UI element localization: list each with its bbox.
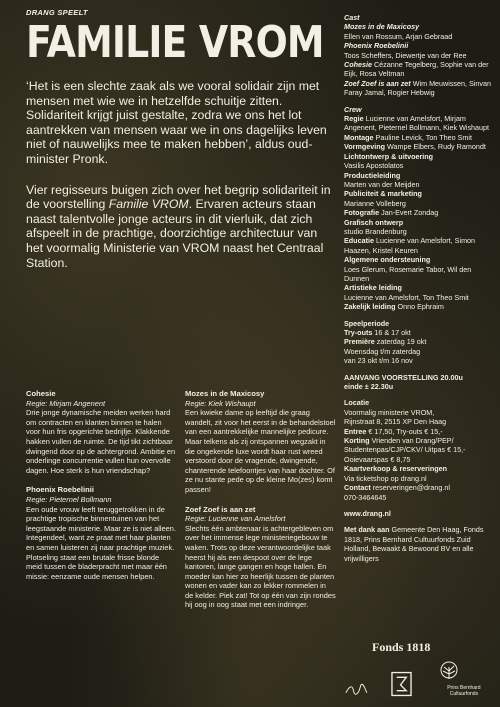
cast-role: Mozes in de Maxicosy (344, 22, 420, 32)
cast-heading: Cast (344, 13, 360, 22)
cast-role: Phoenix Roebelinii (344, 41, 409, 51)
cast-entry (344, 60, 494, 79)
crew-role: Montage (344, 132, 374, 142)
segment-regie-zoef: Regie: Lucienne van Amelsfort (185, 514, 286, 524)
crew-entry (344, 302, 494, 311)
contact-line (344, 483, 494, 492)
website-link[interactable]: www.drang.nl (344, 508, 391, 518)
phone-number: 070-3464645 (344, 492, 387, 502)
kaartverkoop-heading: Kaartverkoop & reserveringen (344, 464, 448, 474)
aanvang-time: 20.00u (440, 372, 463, 382)
premiere-line (344, 337, 494, 346)
tryouts-line (344, 328, 494, 337)
crew-role: Artistieke leiding (344, 283, 402, 293)
crew-entry (344, 208, 494, 217)
kicker: DRANG SPEELT (26, 8, 88, 17)
entree-prices: € 17,50, Try-outs € 15,- (368, 426, 443, 436)
einde-time: ± 22.30u (364, 382, 394, 392)
segment-column-left (26, 389, 177, 610)
dank-text: Gemeente Den Haag, Fonds 1818, Prins Bernhard Cultuurfonds Zuid Holland, Bewaakt & Bewoond BV en alle vrijwilligers (344, 525, 484, 563)
cast-names: Wim Meuwissen, Sinvan Faray Jamal, Rogier Hebwig (344, 78, 491, 98)
crew-names: Marten van der Meijden (344, 179, 420, 189)
crew-role: Zakelijk leiding (344, 302, 396, 312)
aanvang-label: AANVANG VOORSTELLING (344, 372, 439, 382)
crew-entry (344, 114, 494, 133)
contact-email[interactable]: reserveringen@drang.nl (372, 483, 450, 493)
cast-role: Cohesie (344, 60, 372, 70)
segment-title-maxicosy: Mozes in de Maxicosy (185, 389, 265, 398)
crew-names: Wampe Elbers, Rudy Ramondt (387, 142, 486, 152)
credits-column (344, 13, 494, 563)
korting-line (344, 436, 494, 464)
contact-label: Contact (344, 483, 371, 493)
intro-part-2: . Ervaren acteurs staan naast talentvolle jonge acteurs in dit vierluik, dat zich afspeelt in de prachtige, doorzichtige architectuur van het voormalig Ministerie van VROM naast het Centraal Station. (26, 197, 324, 270)
cast-names: Toos Scheffers, Diewertje van der Ree (344, 50, 467, 60)
einde-label: einde (344, 382, 363, 392)
crew-role: Lichtontwerp & uitvoering (344, 151, 434, 161)
crew-role: Fotografie (344, 208, 380, 218)
main-column (26, 8, 334, 270)
crew-names: Loes Glerum, Rosemarie Tabor, Wil den Dunnen (344, 264, 472, 283)
segment-body-maxicosy: Een kwieke dame op leeftijd die graag wandelt, zit voor het eerst in de behandelstoel van een aantrekkelijke mannelijke pedicure. Maar telkens als zij ontspannen wegzakt in die ongekende luxe wordt haar rust wreed verstoord door de vragende, dwingende, chanterende telefoontjes van haar dochter. Of ze nu stante pede op de kleine Mo(zes) komt passen! (185, 408, 336, 494)
segment-body-phoenix: Een oude vrouw leeft teruggetrokken in de prachtige tropische binnentuinen van het leegstaande ministerie. Maar ze is niet alleen. Integendeel, want ze praat met haar planten en samen luisteren zij naar prachtige muziek. Plotseling staat een brutale frisse blonde meid tussen de bladerpracht met maar één missie: eenzame oude mensen helpen. (26, 504, 176, 581)
tryouts-label: Try-outs (344, 328, 373, 337)
stork-logo-icon (391, 671, 412, 697)
crew-names: Lucienne van Amelsfort, Mirjam Angenent, Pieternel Bollmann, Kiek Wishaupt (344, 114, 490, 133)
crew-role: Publiciteit & marketing (344, 189, 422, 199)
crew-names: Pauline Levick, Ton Theo Smit (375, 132, 472, 142)
korting-label: Korting (344, 436, 370, 446)
entree-line (344, 427, 494, 436)
cast-role: Zoef Zoef is aan zet (344, 78, 411, 88)
crew-entry (344, 236, 494, 255)
segment-column-right (185, 389, 336, 610)
segment-regie-phoenix: Regie: Pieternel Bollmann (26, 494, 112, 504)
page-title: FAMILIE VROM (26, 17, 324, 68)
tryouts-dates: 16 & 17 okt (374, 328, 411, 337)
segment-regie-cohesie: Regie: Mirjam Angenent (26, 398, 106, 408)
cast-entry (344, 79, 494, 98)
speeldagen: Woensdag t/m zaterdag (344, 346, 421, 356)
aanvang-line (344, 373, 494, 382)
tree-icon (434, 661, 464, 681)
intro-paragraph (26, 183, 334, 271)
crew-role: Productieleiding (344, 170, 401, 180)
crew-role: Regie (344, 114, 364, 124)
crew-names: Vasilis Apostolatos (344, 161, 404, 171)
cast-names: Cézanne Tegelberg, Sophie van der Eijk, Rosa Veltman (344, 60, 489, 79)
segment-title-phoenix: Phoenix Roebelinii (26, 485, 94, 495)
crew-names: Onno Ephraim (397, 302, 444, 312)
premiere-date: zaterdag 19 okt (376, 337, 427, 347)
crew-entry (344, 133, 494, 142)
locatie-address: Rijnstraat 8, 2515 XP Den Haag (344, 417, 447, 427)
premiere-label: Première (344, 337, 375, 347)
pbc-logo (434, 661, 494, 697)
crew-role: Algemene ondersteuning (344, 255, 431, 265)
speeldata: van 23 okt t/m 16 nov (344, 356, 413, 366)
crew-role: Grafisch ontwerp (344, 217, 404, 227)
crew-names: studio Brandenburg (344, 226, 407, 236)
crew-heading: Crew (344, 104, 362, 114)
locatie-line: Voormalig ministerie VROM, (344, 407, 435, 417)
segment-body-zoef: Slechts één ambtenaar is achtergebleven om over het immense lege ministeriegebouw te waken. Trots op deze verantwoordelijke taak heerst hij als een despoot over de lege kantoren, lange gangen en hoge hallen. En moeder kan hier zo heerlijk tussen de planten wonen en vader kan zo lekker rommelen in de kelder. Piek zat! Tot op één van zijn rondes hij oog in oog staat met een indringer. (185, 523, 336, 610)
crew-names: Lucienne van Amelsfort, Ton Theo Smit (344, 292, 469, 302)
crew-names: Jan-Evert Zondag (381, 208, 439, 218)
dank-line (344, 525, 494, 563)
cast-names: Ellen van Rossum, Arjan Gebraad (344, 31, 453, 41)
entree-label: Entree (344, 426, 367, 436)
einde-line (344, 382, 494, 391)
fonds-1818-logo: Fonds 1818 (372, 640, 431, 654)
crew-names: Lucienne van Amelsfort, Simon Haazen, Kristel Keuren (344, 236, 476, 255)
quote-paragraph: ‘Het is een slechte zaak als we vooral solidair zijn met mensen met wie we in hetzelfde schuitje zitten. Solidariteit krijgt juist gestalte, zodra we ons het lot aantrekken van mensen waar we in ons dagelijks leven niet of nauwelijks mee te maken hebben’, aldus oud-minister Pronk. (26, 79, 327, 166)
crew-role: Educatie (344, 236, 374, 246)
segment-columns (26, 389, 336, 610)
cast-list (344, 22, 494, 97)
speelperiode-heading: Speelperiode (344, 318, 390, 328)
segment-regie-maxicosy: Regie: Kiek Wishaupt (185, 398, 256, 408)
pbc-logo-text: Prins Bernhard Cultuurfonds (447, 685, 481, 697)
korting-text: Vrienden van Drang/PEP/ Studentenpas/CJP/CKV/ Uitpas € 15,- Ooievaarspas € 8,75 (344, 436, 466, 464)
ticketshop-link[interactable]: Via ticketshop op drang.nl (344, 473, 427, 483)
segment-title-cohesie: Cohesie (26, 389, 56, 398)
gemeente-signature-icon (344, 681, 369, 697)
segment-title-zoef: Zoef Zoef is aan zet (185, 504, 256, 514)
segment-body-cohesie: Drie jonge dynamische meiden werken hard om contracten en klanten binnen te halen voor hun fris opgerichte bedrijfje. Klakkende hakken vullen de ruimte. De tijd tikt zichtbaar dwingend door op de achtergrond. Ambitie en onderlinge concurrentie vullen hun overvolle dagen. Hoe sterk is hun vriendschap? (26, 408, 176, 475)
dank-label: Met dank aan (344, 525, 390, 535)
intro-italic-title: Familie VROM (108, 197, 189, 212)
sponsor-logos (344, 640, 494, 697)
crew-role: Vormgeving (344, 142, 386, 152)
crew-entry (344, 142, 494, 151)
crew-list (344, 114, 494, 312)
crew-names: Marianne Volleberg (344, 198, 406, 208)
locatie-heading: Locatie (344, 398, 370, 408)
intro-part-1: Vier regisseurs buigen zich over het begrip solidariteit in de voorstelling (26, 182, 331, 212)
